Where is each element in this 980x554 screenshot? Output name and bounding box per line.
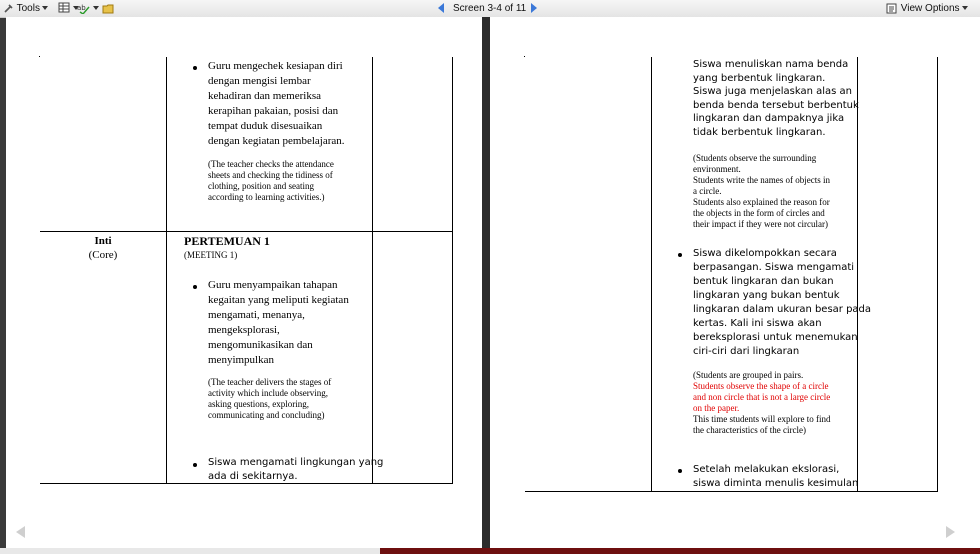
view-options-menu[interactable] (886, 2, 968, 15)
bullet-dot (678, 253, 682, 257)
bullet-dot (193, 463, 197, 467)
reader-toolbar (0, 0, 980, 18)
time-cell (373, 232, 453, 484)
view-options-label: View Options (900, 3, 960, 14)
highlighted-translation: and non circle that is not a large circle (693, 392, 831, 402)
time-cell (373, 57, 453, 232)
status-strip (0, 548, 980, 554)
stage-label: Inti (94, 235, 112, 247)
meeting-title-en: (MEETING 1) (184, 250, 238, 260)
bullet-dot (678, 469, 682, 473)
left-page (6, 17, 482, 548)
core-bullet-1: Guru menyampaikan tahapan kegaitan yang meliputi kegiatan mengamati, menanya, mengeksplorasi, mengomunikasikan dan menyimpulkan (208, 279, 349, 366)
core-bullet-2: Siswa mengamati lingkungan yang ada di sekitarnya. (208, 457, 384, 482)
time-cell (858, 57, 938, 492)
conclusion-text: Setelah melakukan ekslorasi, siswa diminta menulis kesimulan (693, 464, 859, 489)
screen-indicator: Screen 3-4 of 11 (453, 3, 527, 14)
stage-label-en: (Core) (88, 249, 118, 261)
activity-cell-core (167, 232, 384, 484)
bullet-dot (193, 66, 197, 70)
prev-page-arrow-icon[interactable] (16, 526, 25, 538)
chevron-down-icon (42, 6, 48, 10)
spell-icon (77, 2, 91, 14)
chevron-down-icon (962, 6, 968, 10)
page-gutter (482, 17, 490, 548)
activity-cell-opening (167, 57, 373, 232)
stage-cell-core (40, 232, 167, 484)
core-bullet-1-translation: (The teacher delivers the stages of activity which include observing, asking questions, exploring, communicating and concluding) (208, 377, 332, 420)
activity-cell-continued (652, 57, 872, 492)
continued-translation: (Students observe the surrounding environment. Students write the names of objects in a circle. Students also explained the reason for the objects in the form of circles and their impact if they were not circular) (693, 153, 830, 229)
opening-text: Guru mengechek kesiapan diri dengan mengisi lembar kehadiran dan memeriksa kerapihan pakaian, posisi dan tempat duduk disesuaikan dengan kegiatan pembelajaran. (208, 60, 345, 147)
folder-button[interactable] (102, 2, 115, 15)
next-page-arrow-icon[interactable] (946, 526, 955, 538)
lesson-table-right (524, 56, 872, 489)
spell-check-button[interactable] (77, 2, 99, 15)
lesson-table-left (39, 56, 384, 482)
table-button[interactable] (58, 2, 79, 15)
tools-icon (3, 3, 14, 14)
status-strip-segment (0, 548, 380, 554)
prev-screen-button[interactable] (438, 2, 444, 15)
next-screen-icon (531, 3, 537, 13)
svg-text:ab: ab (77, 4, 86, 13)
opening-translation: (The teacher checks the attendance sheets and checking the tidiness of clothing, position and seating according to learning activities.) (208, 159, 334, 202)
view-options-icon (886, 3, 898, 14)
highlighted-translation: Students observe the shape of a circle (693, 381, 829, 391)
next-screen-button[interactable] (531, 2, 537, 15)
stage-cell-empty (525, 57, 652, 492)
chevron-down-icon (93, 6, 99, 10)
pair-activity-text: Siswa dikelompokkan secara berpasangan. Siswa mengamati bentuk lingkaran dan bukan lingkaran yang bukan bentuk lingkaran dalam ukuran besar pada kertas. Kali ini siswa akan bereksplorasi untuk menemukan ciri-ciri dari lingkaran (693, 248, 872, 357)
folder-icon (102, 3, 115, 14)
stage-cell-empty (40, 57, 167, 232)
highlighted-translation: on the paper. (693, 403, 740, 413)
prev-screen-icon (438, 3, 444, 13)
tools-label: Tools (16, 3, 40, 14)
right-page (490, 17, 980, 548)
bullet-dot (193, 285, 197, 289)
pair-activity-translation: (Students are grouped in pairs. Students observe the shape of a circle and non circle that is not a large circle on the paper. This time students will explore to find the characteristics of the circle) (693, 370, 831, 435)
meeting-title: PERTEMUAN 1 (184, 234, 270, 248)
continued-text: Siswa menuliskan nama benda yang berbentuk lingkaran. Siswa juga menjelaskan alas an benda benda tersebut berbentuk lingkaran dan dampaknya jika tidak berbentuk lingkaran. (693, 59, 859, 138)
tools-menu[interactable] (3, 2, 48, 15)
table-icon (58, 2, 71, 14)
